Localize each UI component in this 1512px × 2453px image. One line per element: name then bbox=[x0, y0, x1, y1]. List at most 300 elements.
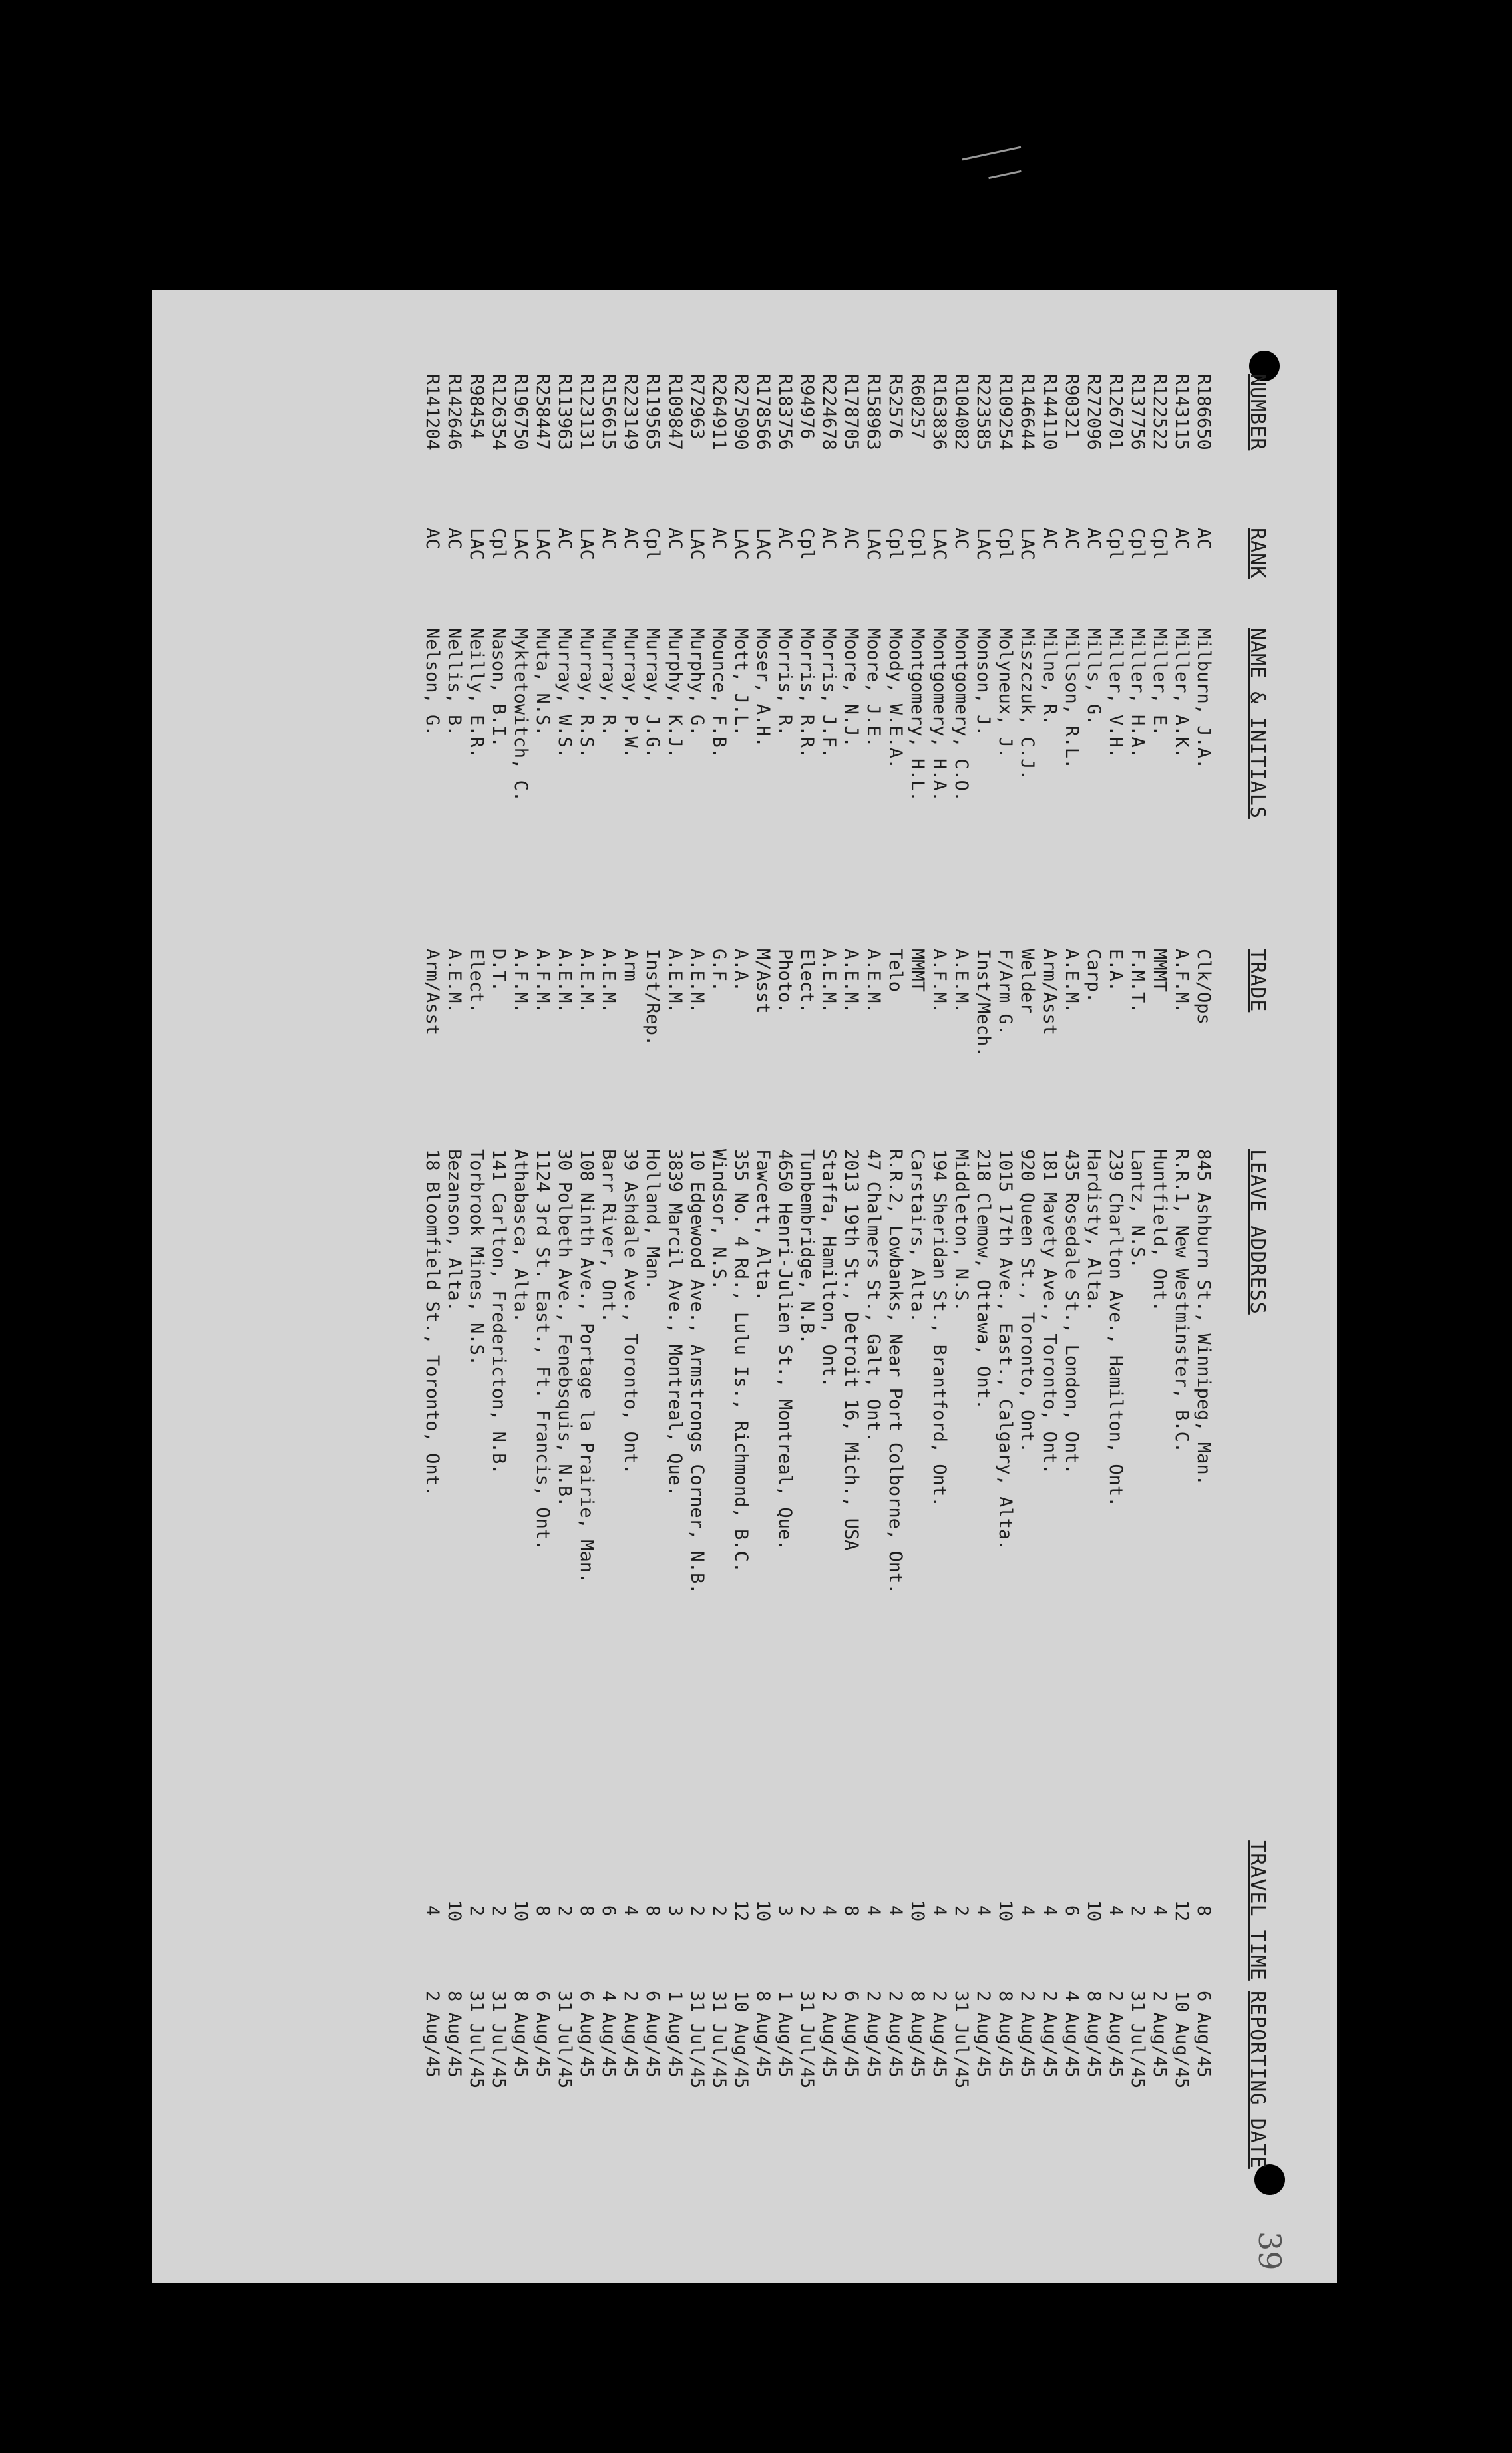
cell-name: Morris, J.F. bbox=[819, 628, 839, 759]
cell-rank: AC bbox=[1171, 528, 1192, 550]
cell-travel-time: 2 bbox=[1127, 1905, 1148, 1917]
cell-number: R60257 bbox=[907, 374, 928, 440]
table-row bbox=[818, 374, 840, 2204]
table-row bbox=[928, 374, 950, 2204]
cell-reporting-date: 2 Aug/45 bbox=[422, 1991, 443, 2078]
cell-leave-address: 47 Chalmers St., Galt, Ont. bbox=[863, 1149, 884, 1442]
cell-name: Neilly, E.R. bbox=[466, 628, 487, 759]
table-row bbox=[950, 374, 972, 2204]
table-row bbox=[774, 374, 796, 2204]
cell-reporting-date: 8 Aug/45 bbox=[907, 1991, 928, 2078]
cell-leave-address: 4650 Henri-Julien St., Montreal, Que. bbox=[775, 1149, 795, 1551]
cell-trade: Carp. bbox=[1083, 949, 1104, 1003]
cell-rank: Cpl bbox=[1149, 528, 1170, 560]
cell-leave-address: 845 Ashburn St., Winnipeg, Man. bbox=[1193, 1149, 1214, 1486]
cell-travel-time: 2 bbox=[554, 1905, 575, 1917]
cell-travel-time: 2 bbox=[951, 1905, 972, 1917]
cell-rank: LAC bbox=[731, 528, 751, 560]
cell-trade: Elect. bbox=[797, 949, 817, 1014]
cell-trade: Photo. bbox=[775, 949, 795, 1014]
cell-reporting-date: 6 Aug/45 bbox=[841, 1991, 862, 2078]
cell-rank: AC bbox=[709, 528, 729, 550]
cell-number: R224678 bbox=[819, 374, 839, 450]
cell-rank: AC bbox=[841, 528, 862, 550]
table-row bbox=[642, 374, 664, 2204]
cell-name: Morris, R.R. bbox=[797, 628, 817, 759]
cell-rank: LAC bbox=[973, 528, 994, 560]
table-row bbox=[752, 374, 774, 2204]
cell-travel-time: 10 bbox=[907, 1899, 928, 1922]
cell-rank: AC bbox=[598, 528, 619, 550]
cell-reporting-date: 31 Jul/45 bbox=[797, 1991, 817, 2089]
personnel-table bbox=[421, 374, 1269, 2204]
cell-travel-time: 2 bbox=[687, 1905, 707, 1917]
cell-trade: A.E.M. bbox=[951, 949, 972, 1014]
cell-number: R90321 bbox=[1061, 374, 1082, 440]
cell-leave-address: 3839 Marcil Ave., Montreal, Que. bbox=[665, 1149, 685, 1497]
cell-rank: LAC bbox=[1017, 528, 1038, 560]
table-row bbox=[554, 374, 576, 2204]
cell-rank: Cpl bbox=[907, 528, 928, 560]
cell-trade: A.F.M. bbox=[532, 949, 553, 1014]
cell-rank: AC bbox=[775, 528, 795, 550]
cell-trade: A.F.M. bbox=[929, 949, 950, 1014]
cell-leave-address: Fawcett, Alta. bbox=[753, 1149, 773, 1301]
cell-travel-time: 12 bbox=[1171, 1899, 1192, 1922]
cell-number: R156615 bbox=[598, 374, 619, 450]
cell-leave-address: R.R.2, Lowbanks, Near Port Colborne, Ont. bbox=[885, 1149, 906, 1595]
header-reporting-date: REPORTING DATE bbox=[1246, 1991, 1269, 2169]
table-row bbox=[443, 374, 465, 2204]
cell-travel-time: 4 bbox=[1017, 1905, 1038, 1917]
table-row bbox=[1149, 374, 1171, 2204]
cell-rank: Cpl bbox=[488, 528, 509, 560]
cell-leave-address: 30 Polbeth Ave., Fenebsquis, N.B. bbox=[554, 1149, 575, 1508]
table-row bbox=[421, 374, 443, 2204]
cell-leave-address: Staffa, Hamilton, Ont. bbox=[819, 1149, 839, 1388]
header-travel-time: TRAVEL TIME bbox=[1246, 1840, 1269, 1981]
cell-number: R275090 bbox=[731, 374, 751, 450]
cell-rank: LAC bbox=[510, 528, 531, 560]
cell-reporting-date: 8 Aug/45 bbox=[510, 1991, 531, 2078]
cell-number: R119565 bbox=[642, 374, 663, 450]
cell-name: Miller, V.H. bbox=[1105, 628, 1126, 759]
cell-trade: A.E.M. bbox=[819, 949, 839, 1014]
cell-travel-time: 6 bbox=[598, 1905, 619, 1917]
cell-name: Nellis, B. bbox=[444, 628, 465, 737]
cell-number: R72963 bbox=[687, 374, 707, 440]
cell-name: Murray, P.W. bbox=[620, 628, 641, 759]
cell-travel-time: 3 bbox=[775, 1905, 795, 1917]
cell-leave-address: 1015 17th Ave., East., Calgary, Alta. bbox=[995, 1149, 1016, 1551]
pen-mark bbox=[988, 170, 1022, 179]
cell-name: Miller, H.A. bbox=[1127, 628, 1148, 759]
cell-travel-time: 2 bbox=[797, 1905, 817, 1917]
header-leave-address: LEAVE ADDRESS bbox=[1246, 1149, 1269, 1315]
cell-number: R104082 bbox=[951, 374, 972, 450]
cell-leave-address: 920 Queen St., Toronto, Ont. bbox=[1017, 1149, 1038, 1454]
cell-travel-time: 10 bbox=[995, 1899, 1016, 1922]
table-row bbox=[620, 374, 642, 2204]
cell-trade: A.E.M. bbox=[841, 949, 862, 1014]
cell-reporting-date: 8 Aug/45 bbox=[1083, 1991, 1104, 2078]
cell-rank: AC bbox=[1193, 528, 1214, 550]
cell-name: Mills, G. bbox=[1083, 628, 1104, 726]
cell-name: Molyneux, J. bbox=[995, 628, 1016, 759]
cell-number: R146644 bbox=[1017, 374, 1038, 450]
cell-reporting-date: 2 Aug/45 bbox=[819, 1991, 839, 2078]
cell-travel-time: 2 bbox=[709, 1905, 729, 1917]
cell-trade: A.E.M. bbox=[665, 949, 685, 1014]
cell-number: R196750 bbox=[510, 374, 531, 450]
cell-leave-address: Huntfield, Ont. bbox=[1149, 1149, 1170, 1312]
cell-trade: D.T. bbox=[488, 949, 509, 993]
cell-leave-address: Tunbembridge, N.B. bbox=[797, 1149, 817, 1345]
cell-travel-time: 12 bbox=[731, 1899, 751, 1922]
table-row bbox=[1105, 374, 1127, 2204]
cell-number: R186650 bbox=[1193, 374, 1214, 450]
cell-reporting-date: 2 Aug/45 bbox=[1149, 1991, 1170, 2078]
cell-trade: A.E.M. bbox=[687, 949, 707, 1014]
cell-reporting-date: 8 Aug/45 bbox=[995, 1991, 1016, 2078]
cell-rank: LAC bbox=[929, 528, 950, 560]
table-row bbox=[465, 374, 488, 2204]
cell-name: Murphy, K.J. bbox=[665, 628, 685, 759]
cell-name: Morris, R. bbox=[775, 628, 795, 737]
cell-reporting-date: 2 Aug/45 bbox=[929, 1991, 950, 2078]
table-row bbox=[1016, 374, 1038, 2204]
cell-rank: LAC bbox=[466, 528, 487, 560]
cell-leave-address: 435 Rosedale St., London, Ont. bbox=[1061, 1149, 1082, 1475]
cell-rank: AC bbox=[1061, 528, 1082, 550]
cell-name: Murray, R.S. bbox=[576, 628, 597, 759]
cell-reporting-date: 31 Jul/45 bbox=[951, 1991, 972, 2089]
table-row bbox=[906, 374, 928, 2204]
cell-number: R178705 bbox=[841, 374, 862, 450]
cell-number: R126701 bbox=[1105, 374, 1126, 450]
cell-number: R272096 bbox=[1083, 374, 1104, 450]
cell-trade: Arm/Asst bbox=[1039, 949, 1060, 1036]
cell-travel-time: 4 bbox=[929, 1905, 950, 1917]
table-row bbox=[884, 374, 906, 2204]
cell-rank: AC bbox=[1039, 528, 1060, 550]
cell-number: R98454 bbox=[466, 374, 487, 440]
cell-number: R109254 bbox=[995, 374, 1016, 450]
cell-leave-address: Torbrook Mines, N.S. bbox=[466, 1149, 487, 1367]
cell-travel-time: 8 bbox=[1193, 1905, 1214, 1917]
cell-reporting-date: 31 Jul/45 bbox=[466, 1991, 487, 2089]
cell-leave-address: Hardisty, Alta. bbox=[1083, 1149, 1104, 1312]
table-row bbox=[1061, 374, 1083, 2204]
cell-trade: F.M.T. bbox=[1127, 949, 1148, 1014]
table-row bbox=[1038, 374, 1061, 2204]
cell-number: R223149 bbox=[620, 374, 641, 450]
cell-leave-address: 239 Charlton Ave., Hamilton, Ont. bbox=[1105, 1149, 1126, 1508]
cell-name: Montgomery, H.L. bbox=[907, 628, 928, 802]
cell-number: R141204 bbox=[422, 374, 443, 450]
cell-trade: M/Asst bbox=[753, 949, 773, 1014]
table-row bbox=[972, 374, 994, 2204]
cell-leave-address: Holland, Man. bbox=[642, 1149, 663, 1291]
cell-reporting-date: 8 Aug/45 bbox=[444, 1991, 465, 2078]
cell-leave-address: Barr River, Ont. bbox=[598, 1149, 619, 1323]
cell-leave-address: 194 Sheridan St., Brantford, Ont. bbox=[929, 1149, 950, 1508]
cell-name: Milne, R. bbox=[1039, 628, 1060, 726]
cell-number: R264911 bbox=[709, 374, 729, 450]
cell-trade: A.A. bbox=[731, 949, 751, 993]
cell-name: Murray, J.G. bbox=[642, 628, 663, 759]
table-row bbox=[862, 374, 884, 2204]
header-trade: TRADE bbox=[1246, 949, 1269, 1013]
cell-rank: AC bbox=[554, 528, 575, 550]
cell-rank: LAC bbox=[576, 528, 597, 560]
cell-trade: Inst/Mech. bbox=[973, 949, 994, 1057]
cell-number: R143115 bbox=[1171, 374, 1192, 450]
cell-trade: A.E.M. bbox=[554, 949, 575, 1014]
table-row bbox=[730, 374, 752, 2204]
cell-travel-time: 4 bbox=[819, 1905, 839, 1917]
cell-name: Moody, W.E.A. bbox=[885, 628, 906, 770]
cell-travel-time: 10 bbox=[1083, 1899, 1104, 1922]
table-row bbox=[1171, 374, 1193, 2204]
cell-travel-time: 4 bbox=[1149, 1905, 1170, 1917]
cell-travel-time: 4 bbox=[885, 1905, 906, 1917]
header-number: NUMBER bbox=[1246, 374, 1269, 451]
cell-trade: F/Arm G. bbox=[995, 949, 1016, 1036]
cell-number: R258447 bbox=[532, 374, 553, 450]
cell-reporting-date: 31 Jul/45 bbox=[709, 1991, 729, 2089]
cell-leave-address: R.R.1, New Westminster, B.C. bbox=[1171, 1149, 1192, 1454]
cell-number: R126354 bbox=[488, 374, 509, 450]
table-row bbox=[532, 374, 554, 2204]
cell-number: R109847 bbox=[665, 374, 685, 450]
cell-leave-address: 18 Bloomfield St., Toronto, Ont. bbox=[422, 1149, 443, 1497]
cell-trade: Inst/Rep. bbox=[642, 949, 663, 1047]
cell-leave-address: Carstairs, Alta. bbox=[907, 1149, 928, 1323]
cell-number: R163836 bbox=[929, 374, 950, 450]
table-row bbox=[994, 374, 1016, 2204]
cell-reporting-date: 2 Aug/45 bbox=[1105, 1991, 1126, 2078]
cell-reporting-date: 6 Aug/45 bbox=[532, 1991, 553, 2078]
cell-trade: A.E.M. bbox=[598, 949, 619, 1014]
cell-name: Muta, N.S. bbox=[532, 628, 553, 737]
cell-number: R158963 bbox=[863, 374, 884, 450]
header-name: NAME & INITIALS bbox=[1246, 628, 1269, 819]
table-row bbox=[1193, 374, 1215, 2204]
cell-rank: Cpl bbox=[642, 528, 663, 560]
table-row bbox=[1127, 374, 1149, 2204]
cell-name: Miller, E. bbox=[1149, 628, 1170, 737]
cell-travel-time: 6 bbox=[1061, 1905, 1082, 1917]
cell-number: R52576 bbox=[885, 374, 906, 440]
cell-rank: LAC bbox=[863, 528, 884, 560]
cell-trade: MMMT bbox=[1149, 949, 1170, 993]
table-row bbox=[598, 374, 620, 2204]
cell-leave-address: Windsor, N.S. bbox=[709, 1149, 729, 1291]
cell-rank: AC bbox=[951, 528, 972, 550]
cell-reporting-date: 1 Aug/45 bbox=[665, 1991, 685, 2078]
cell-reporting-date: 6 Aug/45 bbox=[642, 1991, 663, 2078]
cell-trade: A.E.M. bbox=[444, 949, 465, 1014]
cell-name: Milburn, J.A. bbox=[1193, 628, 1214, 770]
cell-rank: Cpl bbox=[885, 528, 906, 560]
cell-number: R94976 bbox=[797, 374, 817, 440]
cell-number: R137756 bbox=[1127, 374, 1148, 450]
pen-mark bbox=[962, 146, 1022, 161]
table-row bbox=[488, 374, 510, 2204]
cell-reporting-date: 31 Jul/45 bbox=[687, 1991, 707, 2089]
table-row bbox=[708, 374, 730, 2204]
cell-reporting-date: 4 Aug/45 bbox=[598, 1991, 619, 2078]
cell-number: R178566 bbox=[753, 374, 773, 450]
header-row bbox=[1215, 374, 1269, 2204]
cell-number: R113963 bbox=[554, 374, 575, 450]
cell-reporting-date: 4 Aug/45 bbox=[1061, 1991, 1082, 2078]
table-row bbox=[510, 374, 532, 2204]
cell-travel-time: 4 bbox=[973, 1905, 994, 1917]
table-row bbox=[840, 374, 862, 2204]
table-body bbox=[421, 374, 1215, 2204]
cell-travel-time: 10 bbox=[444, 1899, 465, 1922]
cell-reporting-date: 6 Aug/45 bbox=[1193, 1991, 1214, 2078]
cell-name: Myktetowitch, C. bbox=[510, 628, 531, 802]
cell-trade: Welder bbox=[1017, 949, 1038, 1014]
cell-number: R144110 bbox=[1039, 374, 1060, 450]
cell-reporting-date: 2 Aug/45 bbox=[973, 1991, 994, 2078]
cell-leave-address: Bezanson, Alta. bbox=[444, 1149, 465, 1312]
cell-leave-address: Middleton, N.S. bbox=[951, 1149, 972, 1312]
cell-reporting-date: 1 Aug/45 bbox=[775, 1991, 795, 2078]
cell-reporting-date: 2 Aug/45 bbox=[863, 1991, 884, 2078]
cell-number: R142646 bbox=[444, 374, 465, 450]
cell-rank: Cpl bbox=[1105, 528, 1126, 560]
cell-reporting-date: 2 Aug/45 bbox=[1039, 1991, 1060, 2078]
cell-travel-time: 8 bbox=[532, 1905, 553, 1917]
cell-number: R123131 bbox=[576, 374, 597, 450]
cell-name: Mounce, F.B. bbox=[709, 628, 729, 759]
cell-trade: Arm/Asst bbox=[422, 949, 443, 1036]
cell-rank: Cpl bbox=[995, 528, 1016, 560]
cell-name: Nason, B.I. bbox=[488, 628, 509, 748]
cell-travel-time: 4 bbox=[1039, 1905, 1060, 1917]
cell-reporting-date: 31 Jul/45 bbox=[488, 1991, 509, 2089]
cell-travel-time: 8 bbox=[642, 1905, 663, 1917]
cell-name: Murray, R. bbox=[598, 628, 619, 737]
cell-reporting-date: 10 Aug/45 bbox=[1171, 1991, 1192, 2089]
cell-trade: A.F.M. bbox=[1171, 949, 1192, 1014]
cell-rank: Cpl bbox=[1127, 528, 1148, 560]
cell-travel-time: 2 bbox=[488, 1905, 509, 1917]
table-row bbox=[576, 374, 598, 2204]
cell-trade: Elect. bbox=[466, 949, 487, 1014]
cell-travel-time: 10 bbox=[753, 1899, 773, 1922]
cell-name: Moore, N.J. bbox=[841, 628, 862, 748]
cell-trade: G.F. bbox=[709, 949, 729, 993]
cell-travel-time: 10 bbox=[510, 1899, 531, 1922]
cell-rank: LAC bbox=[753, 528, 773, 560]
cell-name: Montgomery, C.O. bbox=[951, 628, 972, 802]
cell-number: R183756 bbox=[775, 374, 795, 450]
cell-travel-time: 4 bbox=[1105, 1905, 1126, 1917]
cell-leave-address: 355 No. 4 Rd., Lulu Is., Richmond, B.C. bbox=[731, 1149, 751, 1573]
cell-rank: AC bbox=[620, 528, 641, 550]
cell-travel-time: 3 bbox=[665, 1905, 685, 1917]
cell-number: R223585 bbox=[973, 374, 994, 450]
cell-leave-address: 1124 3rd St. East., Ft. Francis, Ont. bbox=[532, 1149, 553, 1551]
cell-trade: Clk/Ops bbox=[1193, 949, 1214, 1025]
cell-rank: AC bbox=[1083, 528, 1104, 550]
cell-name: Millson, R.L. bbox=[1061, 628, 1082, 770]
cell-travel-time: 4 bbox=[620, 1905, 641, 1917]
cell-reporting-date: 6 Aug/45 bbox=[576, 1991, 597, 2078]
table-row bbox=[664, 374, 686, 2204]
cell-leave-address: 108 Ninth Ave., Portage la Prairie, Man. bbox=[576, 1149, 597, 1584]
rotated-roster bbox=[347, 374, 1269, 2204]
cell-rank: LAC bbox=[532, 528, 553, 560]
cell-reporting-date: 2 Aug/45 bbox=[620, 1991, 641, 2078]
cell-rank: LAC bbox=[687, 528, 707, 560]
cell-leave-address: Athabasca, Alta. bbox=[510, 1149, 531, 1323]
cell-rank: AC bbox=[665, 528, 685, 550]
cell-name: Miller, A.K. bbox=[1171, 628, 1192, 759]
cell-reporting-date: 10 Aug/45 bbox=[731, 1991, 751, 2089]
cell-reporting-date: 2 Aug/45 bbox=[1017, 1991, 1038, 2078]
cell-name: Nelson, G. bbox=[422, 628, 443, 737]
cell-trade: A.F.M. bbox=[510, 949, 531, 1014]
cell-travel-time: 4 bbox=[863, 1905, 884, 1917]
cell-name: Montgomery, H.A. bbox=[929, 628, 950, 802]
cell-leave-address: 141 Carlton, Fredericton, N.B. bbox=[488, 1149, 509, 1475]
cell-trade: A.E.M. bbox=[576, 949, 597, 1014]
cell-rank: Cpl bbox=[797, 528, 817, 560]
cell-trade: Telo bbox=[885, 949, 906, 993]
cell-leave-address: 218 Clemow, Ottawa, Ont. bbox=[973, 1149, 994, 1410]
cell-reporting-date: 31 Jul/45 bbox=[1127, 1991, 1148, 2089]
cell-trade: A.E.M. bbox=[863, 949, 884, 1014]
page-number: 39 bbox=[1252, 2231, 1288, 2271]
cell-name: Murphy, G. bbox=[687, 628, 707, 737]
cell-travel-time: 8 bbox=[841, 1905, 862, 1917]
cell-leave-address: 10 Edgewood Ave., Armstrongs Corner, N.B. bbox=[687, 1149, 707, 1595]
cell-number: R122522 bbox=[1149, 374, 1170, 450]
cell-leave-address: 39 Ashdale Ave., Toronto, Ont. bbox=[620, 1149, 641, 1475]
cell-trade: A.E.M. bbox=[1061, 949, 1082, 1014]
cell-leave-address: 181 Mavety Ave., Toronto, Ont. bbox=[1039, 1149, 1060, 1475]
cell-reporting-date: 31 Jul/45 bbox=[554, 1991, 575, 2089]
cell-rank: AC bbox=[444, 528, 465, 550]
cell-trade: Arm bbox=[620, 949, 641, 981]
table-row bbox=[796, 374, 818, 2204]
cell-name: Miszczuk, C.J. bbox=[1017, 628, 1038, 780]
header-rank: RANK bbox=[1246, 528, 1269, 579]
cell-name: Moser, A.H. bbox=[753, 628, 773, 748]
cell-name: Mott, J.L. bbox=[731, 628, 751, 737]
cell-rank: AC bbox=[422, 528, 443, 550]
cell-name: Monson, J. bbox=[973, 628, 994, 737]
cell-rank: AC bbox=[819, 528, 839, 550]
cell-travel-time: 8 bbox=[576, 1905, 597, 1917]
cell-travel-time: 4 bbox=[422, 1905, 443, 1917]
table-row bbox=[686, 374, 708, 2204]
cell-name: Murray, W.S. bbox=[554, 628, 575, 759]
cell-leave-address: Lantz, N.S. bbox=[1127, 1149, 1148, 1269]
cell-name: Moore, J.E. bbox=[863, 628, 884, 748]
cell-leave-address: 2013 19th St., Detroit 16, Mich., USA bbox=[841, 1149, 862, 1551]
cell-trade: E.A. bbox=[1105, 949, 1126, 993]
table-row bbox=[1083, 374, 1105, 2204]
cell-reporting-date: 2 Aug/45 bbox=[885, 1991, 906, 2078]
cell-trade: MMMT bbox=[907, 949, 928, 993]
